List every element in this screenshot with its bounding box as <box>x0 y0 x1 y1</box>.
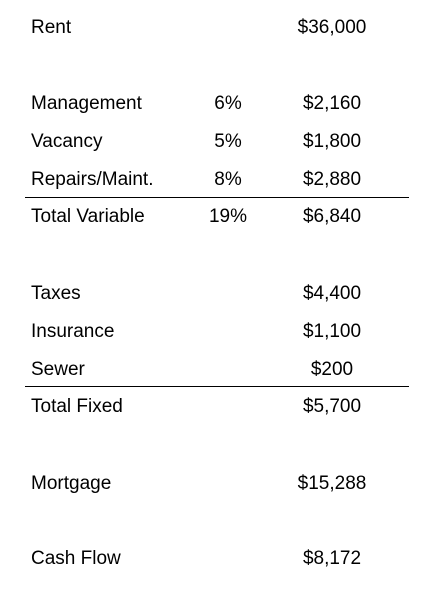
vacancy-pct: 5% <box>214 131 242 152</box>
mortgage-row <box>0 467 434 501</box>
sewer-label: Sewer <box>31 359 85 380</box>
mortgage-amount: $15,288 <box>297 473 367 494</box>
cash-flow-amount: $8,172 <box>302 548 362 569</box>
total-variable-pct: 19% <box>208 206 248 227</box>
variable-row-vacancy <box>0 125 434 159</box>
taxes-label: Taxes <box>31 283 81 304</box>
rent-row <box>0 11 434 45</box>
total-fixed-row <box>0 390 434 424</box>
fixed-row-sewer <box>0 353 434 387</box>
management-label: Management <box>31 93 142 114</box>
vacancy-amount: $1,800 <box>302 131 362 152</box>
vacancy-label: Vacancy <box>31 131 103 152</box>
cash-flow-label: Cash Flow <box>31 548 121 569</box>
insurance-label: Insurance <box>31 321 115 342</box>
fixed-row-insurance <box>0 315 434 349</box>
total-variable-amount: $6,840 <box>302 206 362 227</box>
fixed-total-divider <box>25 386 409 387</box>
variable-row-management <box>0 87 434 121</box>
sewer-amount: $200 <box>310 359 354 380</box>
variable-total-divider <box>25 197 409 198</box>
repairs-label: Repairs/Maint. <box>31 169 154 190</box>
fixed-row-taxes <box>0 277 434 311</box>
management-pct: 6% <box>214 93 242 114</box>
cash-flow-row <box>0 542 434 576</box>
rent-amount: $36,000 <box>297 17 367 38</box>
repairs-pct: 8% <box>214 169 242 190</box>
taxes-amount: $4,400 <box>302 283 362 304</box>
rent-label: Rent <box>31 17 72 38</box>
total-fixed-label: Total Fixed <box>31 396 123 417</box>
total-variable-label: Total Variable <box>31 206 145 227</box>
total-fixed-amount: $5,700 <box>302 396 362 417</box>
mortgage-label: Mortgage <box>31 473 112 494</box>
repairs-amount: $2,880 <box>302 169 362 190</box>
management-amount: $2,160 <box>302 93 362 114</box>
variable-row-repairs <box>0 163 434 197</box>
insurance-amount: $1,100 <box>302 321 362 342</box>
total-variable-row <box>0 200 434 234</box>
